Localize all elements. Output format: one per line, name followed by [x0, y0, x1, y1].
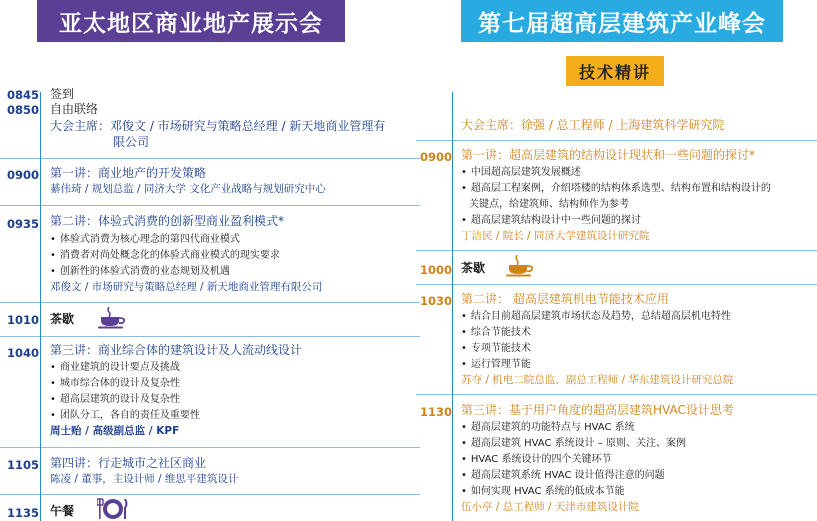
time-0900-right: 0900	[420, 150, 453, 164]
right-lecture2-bullet: • 综合节能技术	[461, 325, 531, 340]
right-lecture1-title: 第一讲：超高层建筑的结构设计现状和一些问题的探讨*	[461, 148, 756, 162]
right-timeline-rule	[452, 92, 453, 521]
divider	[416, 284, 817, 285]
left-lecture3-bullet: • 商业建筑的设计要点及挑战	[50, 360, 180, 375]
right-tea-break-label: 茶歇	[461, 261, 486, 275]
left-lecture2-bullet: • 消费者对尚处概念化的体验式商业模式的现实要求	[50, 248, 280, 263]
right-lecture2-bullet: • 专项节能技术	[461, 341, 531, 356]
left-lecture3-bullet: • 团队分工，各自的责任及重要性	[50, 408, 200, 423]
right-lecture3-bullet: • 超高层建筑系统 HVAC 设计值得注意的问题	[461, 468, 665, 483]
right-lecture2-bullet: • 运行管理节能	[461, 357, 531, 372]
left-chair-line2: 限公司	[113, 135, 150, 149]
time-0935: 0935	[7, 217, 40, 231]
divider	[0, 302, 420, 303]
time-1135: 1135	[7, 506, 40, 520]
right-lecture3-bullet: • HVAC 系统设计的四个关键环节	[461, 452, 611, 467]
time-1030: 1030	[420, 294, 453, 308]
right-event-banner: 第七届超高层建筑产业峰会	[461, 0, 783, 42]
left-tea-break-label: 茶歇	[50, 312, 75, 326]
left-timeline-rule	[40, 92, 41, 521]
right-lecture3-bullet: • 如何实现 HVAC 系统的低成本节能	[461, 484, 625, 499]
right-lecture1-bullet: • 超高层工程案例，介绍塔楼的结构体系选型、结构布置和结构设计的	[461, 181, 771, 196]
divider	[0, 336, 420, 337]
right-lecture2-speaker: 苏夺 / 机电二院总监、副总工程师 / 华东建筑设计研究总院	[461, 374, 734, 386]
networking-label: 自由联络	[50, 102, 99, 116]
time-0900-left: 0900	[7, 168, 40, 182]
right-chair: 大会主席：徐强 / 总工程师 / 上海建筑科学研究院	[461, 118, 725, 132]
divider	[416, 394, 817, 395]
divider	[0, 447, 420, 448]
divider	[416, 250, 817, 251]
left-lecture1-speaker: 綦伟琦 / 规划总监 / 同济大学 文化产业战略与规划研究中心	[50, 183, 326, 195]
left-event-banner: 亚太地区商业地产展示会	[37, 0, 345, 42]
left-lecture3-bullet: • 城市综合体的设计及复杂性	[50, 376, 180, 391]
time-0845: 0845	[7, 88, 40, 102]
left-lecture2-bullet: • 体验式消费为核心理念的第四代商业模式	[50, 232, 240, 247]
coffee-cup-icon	[98, 305, 128, 329]
time-1040: 1040	[7, 346, 40, 360]
left-lecture3-speaker: 周士贻 / 高级副总监 / KPF	[50, 425, 180, 437]
right-lecture3-speaker: 伍小亭 / 总工程师 / 天津市建筑设计院	[461, 501, 639, 513]
left-lecture2-bullet: • 创新性的体验式消费的业态规划及机遇	[50, 264, 230, 279]
left-lecture3-bullet: • 超高层建筑的设计及复杂性	[50, 392, 180, 407]
checkin-label: 签到	[50, 87, 75, 101]
left-lecture4-speaker: 陈凌 / 董事，主设计师 / 维思平建筑设计	[50, 473, 239, 485]
divider	[0, 158, 420, 159]
right-lecture3-bullet: • 超高层建筑 HVAC 系统设计 – 原则、关注、案例	[461, 436, 686, 451]
coffee-cup-icon	[506, 253, 536, 277]
right-lecture1-bullet-cont: 关键点，给建筑师、结构师作为参考	[469, 199, 629, 210]
left-lecture4-title: 第四讲：行走城市之社区商业	[50, 456, 207, 470]
left-lecture3-title: 第三讲：商业综合体的建筑设计及人流动线设计	[50, 343, 303, 357]
time-1105: 1105	[7, 458, 40, 472]
divider	[0, 494, 420, 495]
time-1000: 1000	[420, 263, 453, 277]
divider	[0, 205, 420, 206]
right-lecture1-speaker: 丁洁民 / 院长 / 同济大学建筑设计研究院	[461, 230, 650, 242]
plate-cutlery-icon	[97, 497, 129, 521]
right-lecture3-bullet: • 超高层建筑的功能特点与 HVAC 系统	[461, 420, 635, 435]
right-lecture2-title: 第二讲： 超高层建筑机电节能技术应用	[461, 292, 669, 306]
right-lecture1-bullet: • 中国超高层建筑发展概述	[461, 165, 581, 180]
technical-session-badge: 技术精讲	[566, 56, 664, 86]
left-lecture2-title: 第二讲：体验式消费的创新型商业盈利模式*	[50, 214, 285, 228]
right-lecture3-title: 第三讲：基于用户角度的超高层建筑HVAC设计思考	[461, 403, 734, 417]
divider	[416, 140, 817, 141]
time-1010: 1010	[7, 313, 40, 327]
lunch-label: 午餐	[50, 504, 75, 518]
time-0850: 0850	[7, 103, 40, 117]
left-lecture2-speaker: 邓俊文 / 市场研究与策略总经理 / 新天地商业管理有限公司	[50, 281, 323, 293]
time-1130: 1130	[420, 405, 453, 419]
left-chair-line1: 大会主席：邓俊文 / 市场研究与策略总经理 / 新天地商业管理有	[50, 119, 386, 133]
right-lecture2-bullet: • 结合目前超高层建筑市场状态及趋势，总结超高层机电特性	[461, 309, 731, 324]
left-lecture1-title: 第一讲：商业地产的开发策略	[50, 166, 207, 180]
right-lecture1-bullet: • 超高层建筑结构设计中一些问题的探讨	[461, 213, 641, 228]
